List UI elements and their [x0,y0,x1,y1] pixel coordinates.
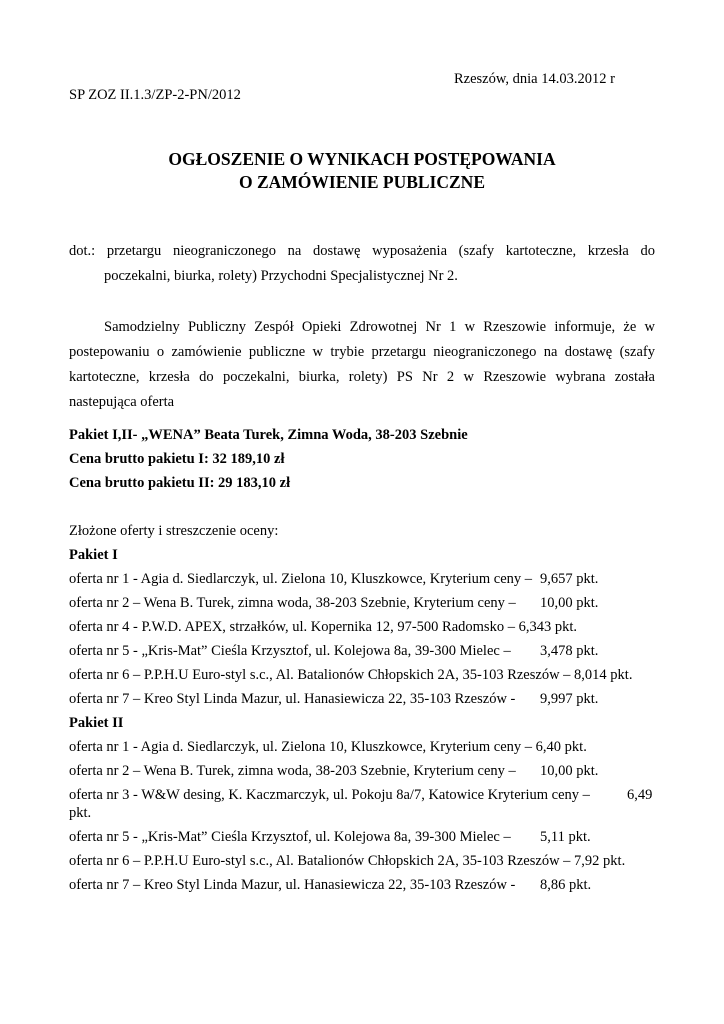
offer-text: oferta nr 4 - P.W.D. APEX, strzałków, ul. Kopernika 12, 97-500 Radomsko – 6,343 pkt. [69,619,577,635]
offer-text: pkt. [69,805,92,821]
list-item [69,691,599,708]
paragraph-line-1: Samodzielny Publiczny Zespół Opieki Zdrowotnej Nr 1 w Rzeszowie informuje, że w [104,319,655,335]
offer-text: oferta nr 6 – P.P.H.U Euro-styl s.c., Al. Batalionów Chłopskich 2A, 35-103 Rzeszów – 7,92 pkt. [69,853,626,869]
offer-points: 9,997 pkt. [540,691,599,707]
offer-text: oferta nr 2 – Wena B. Turek, zimna woda, 38-203 Szebnie, Kryterium ceny – [69,763,516,779]
subject-line-1: dot.: przetargu nieograniczonego na dostawę wyposażenia (szafy kartoteczne, krzesła do [69,243,655,259]
price-pakiet-1: Cena brutto pakietu I: 32 189,10 zł [69,451,285,467]
offer-points: 10,00 pkt. [540,595,599,611]
offer-text: oferta nr 5 - „Kris-Mat” Cieśla Krzysztof, ul. Kolejowa 8a, 39-300 Mielec – [69,829,511,845]
subject-line-2: poczekalni, biurka, rolety) Przychodni Specjalistycznej Nr 2. [104,268,458,284]
list-item [69,571,599,588]
offer-points: 8,86 pkt. [540,877,592,893]
offer-points: 5,11 pkt. [540,829,591,845]
offer-text: oferta nr 3 - W&W desing, K. Kaczmarczyk, ul. Pokoju 8a/7, Katowice Kryterium ceny – [69,787,590,803]
offer-points: 10,00 pkt. [540,763,599,779]
offer-points: 6,49 [627,787,653,803]
offer-text: oferta nr 1 - Agia d. Siedlarczyk, ul. Zielona 10, Kluszkowce, Kryterium ceny – 6,40 pkt. [69,739,587,755]
list-item [69,595,599,612]
list-item [69,739,587,756]
document-reference: SP ZOZ II.1.3/ZP-2-PN/2012 [69,87,241,103]
offer-text: oferta nr 6 – P.P.H.U Euro-styl s.c., Al. Batalionów Chłopskich 2A, 35-103 Rzeszów – 8,014 pkt. [69,667,633,683]
offer-text: oferta nr 1 - Agia d. Siedlarczyk, ul. Zielona 10, Kluszkowce, Kryterium ceny – [69,571,533,587]
offer-points: 3,478 pkt. [540,643,599,659]
offer-text: oferta nr 5 - „Kris-Mat” Cieśla Krzysztof, ul. Kolejowa 8a, 39-300 Mielec – [69,643,511,659]
pakiet-1-heading: Pakiet I [69,547,118,563]
offer-text: oferta nr 2 – Wena B. Turek, zimna woda, 38-203 Szebnie, Kryterium ceny – [69,595,516,611]
offer-text: oferta nr 7 – Kreo Styl Linda Mazur, ul. Hanasiewicza 22, 35-103 Rzeszów - [69,691,516,707]
list-item [69,619,577,636]
price-pakiet-2: Cena brutto pakietu II: 29 183,10 zł [69,475,291,491]
list-item [69,853,625,870]
list-item [69,877,592,894]
list-item [69,787,653,804]
list-item [69,667,632,684]
paragraph-line-2: postepowaniu o zamówienie publiczne w trybie przetargu nieograniczonego na dostawę (szafy [69,344,655,360]
list-item [69,643,599,660]
list-item [69,829,591,846]
paragraph-line-3: kartoteczne, krzesła do poczekalni, biurka, rolety) PS Nr 2 w Rzeszowie wybrana została [69,369,655,385]
document-title-line-1: OGŁOSZENIE O WYNIKACH POSTĘPOWANIA [168,149,556,169]
winner-line: Pakiet I,II- „WENA” Beata Turek, Zimna Woda, 38-203 Szebnie [69,427,468,443]
pakiet-2-heading: Pakiet II [69,715,124,731]
list-item [69,805,91,822]
paragraph-line-4: nastepująca oferta [69,394,175,410]
offers-intro: Złożone oferty i streszczenie oceny: [69,523,279,539]
offer-points: 9,657 pkt. [540,571,599,587]
document-date: Rzeszów, dnia 14.03.2012 r [454,71,615,87]
offer-text: oferta nr 7 – Kreo Styl Linda Mazur, ul. Hanasiewicza 22, 35-103 Rzeszów - [69,877,516,893]
document-title-line-2: O ZAMÓWIENIE PUBLICZNE [238,172,485,192]
list-item [69,763,599,780]
